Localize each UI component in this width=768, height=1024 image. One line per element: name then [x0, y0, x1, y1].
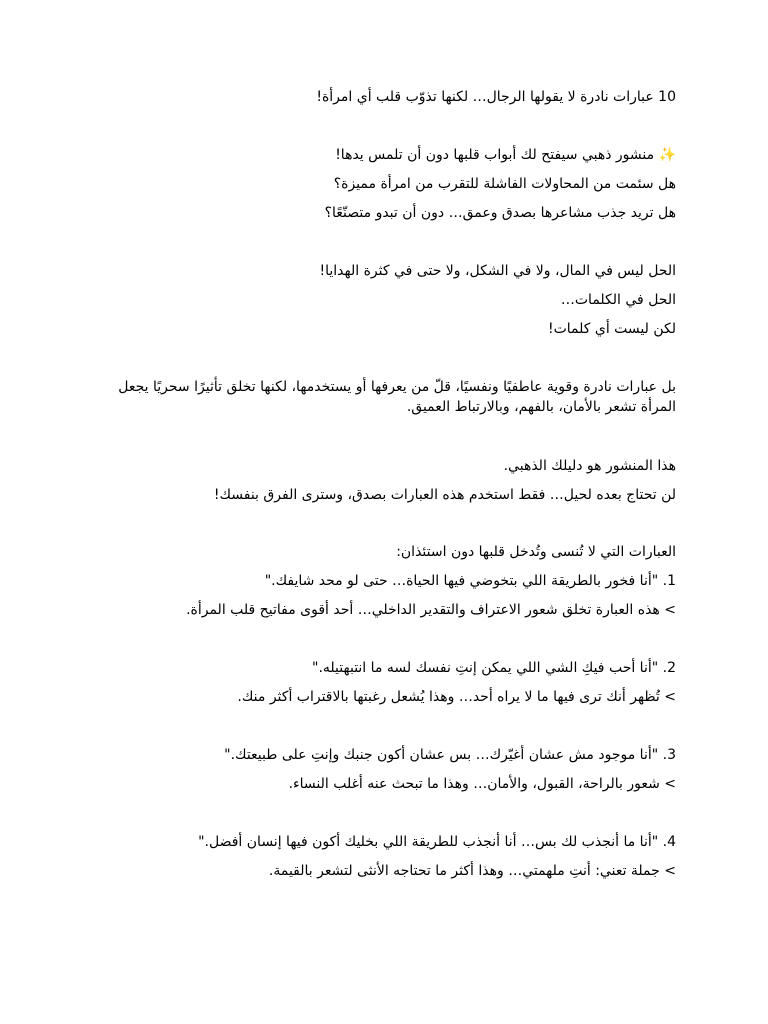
phrase-note: > تُظهر أنك ترى فيها ما لا يراه أحد… وهذا يُشعل رغبتها بالاقتراب أكثر منك. — [237, 689, 676, 705]
phrase-quote: 3. "أنا موجود مش عشان أغيّرك… بس عشان أكون جنبك وإنتِ على طبيعتك." — [224, 747, 676, 763]
post-title: 10 عبارات نادرة لا يقولها الرجال… لكنها تذوّب قلب أي امرأة! — [316, 89, 676, 105]
intro-line-question-2: هل تريد جذب مشاعرها بصدق وعمق… دون أن تبدو متصنّعًا؟ — [324, 205, 676, 221]
solution-line-3: لكن ليست أي كلمات! — [547, 321, 676, 337]
phrase-quote: 2. "أنا أحب فيكِ الشي اللي يمكن إنتِ نفسك لسه ما انتبهتيله." — [312, 660, 676, 676]
solution-line-2: الحل في الكلمات… — [560, 292, 676, 308]
intro-line-golden-post: ✨ منشور ذهبي سيفتح لك أبواب قلبها دون أن تلمس يدها! — [335, 147, 676, 163]
phrase-note: > هذه العبارة تخلق شعور الاعتراف والتقدير الداخلي… أحد أقوى مفاتيح قلب المرأة. — [186, 602, 676, 618]
intro-line-question-1: هل سئمت من المحاولات الفاشلة للتقرب من امرأة مميزة؟ — [333, 176, 676, 192]
guide-line-2: لن تحتاج بعده لحيل… فقط استخدم هذه العبارات بصدق، وسترى الفرق بنفسك! — [213, 487, 676, 503]
guide-line-1: هذا المنشور هو دليلك الذهبي. — [503, 458, 676, 474]
phrase-note: > شعور بالراحة، القبول، والأمان… وهذا ما تبحث عنه أغلب النساء. — [288, 776, 676, 792]
phrase-quote: 1. "أنا فخور بالطريقة اللي بتخوضي فيها الحياة… حتى لو محد شايفك." — [264, 573, 676, 589]
description-paragraph: بل عبارات نادرة وقوية عاطفيًا ونفسيًا، قلّ من يعرفها أو يستخدمها، لكنها تخلق تأثيرًا سحريًا يجعل المرأة تشعر بالأمان، بالفهم، وبالارتباط العميق. — [118, 379, 676, 415]
phrase-quote: 4. "أنا ما أنجذب لك بس… أنا أنجذب للطريقة اللي بخليك أكون فيها إنسان أفضل." — [198, 834, 676, 850]
phrases-heading: العبارات التي لا تُنسى وتُدخل قلبها دون استئذان: — [396, 544, 676, 560]
phrase-note: > جملة تعني: أنتِ ملهمتي… وهذا أكثر ما تحتاجه الأنثى لتشعر بالقيمة. — [268, 863, 676, 879]
solution-line-1: الحل ليس في المال، ولا في الشكل، ولا حتى في كثرة الهدايا! — [319, 263, 676, 279]
